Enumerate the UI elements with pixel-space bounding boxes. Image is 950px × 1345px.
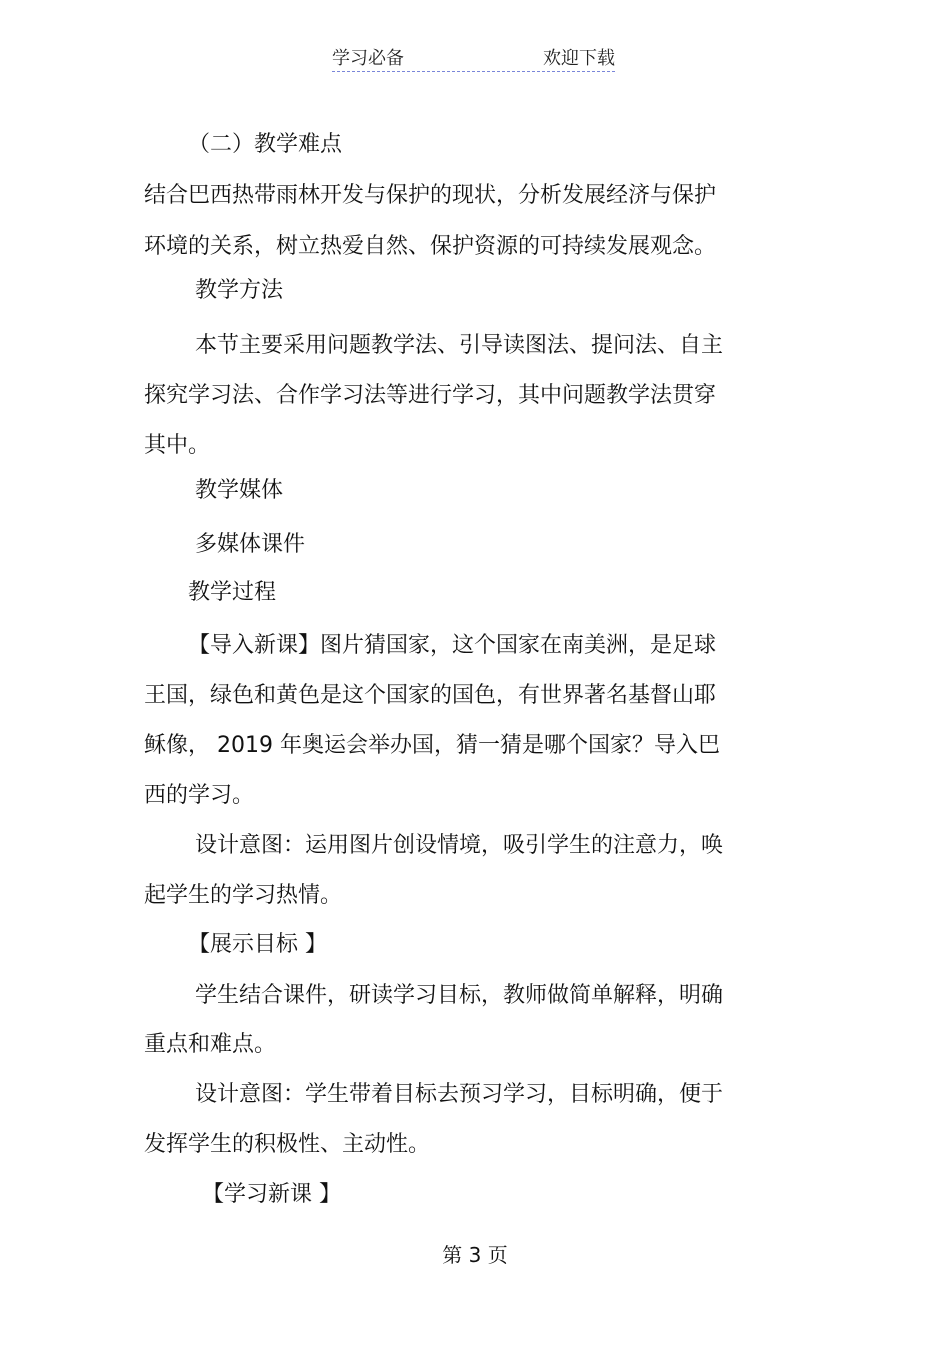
paragraph-line: 结合巴西热带雨林开发与保护的现状，分析发展经济与保护: [144, 183, 717, 208]
paragraph-line: 设计意图：学生带着目标去预习学习，目标明确，便于: [195, 1082, 724, 1107]
page-number: 第 3 页: [442, 1243, 508, 1267]
paragraph-line: 稣像， 2019 年奥运会举办国，猜一猜是哪个国家？导入巴: [144, 733, 720, 758]
header-dashed-rule: [332, 71, 615, 72]
paragraph-line: 环境的关系，树立热爱自然、保护资源的可持续发展观念。: [144, 234, 717, 259]
paragraph-line: 王国，绿色和黄色是这个国家的国色，有世界著名基督山耶: [144, 683, 717, 708]
paragraph-line: 设计意图：运用图片创设情境，吸引学生的注意力，唤: [195, 833, 724, 858]
paragraph-line: 多媒体课件: [195, 532, 306, 557]
paragraph-line: 西的学习。: [144, 783, 255, 808]
paragraph-line: 学生结合课件，研读学习目标，教师做简单解释，明确: [195, 983, 724, 1008]
paragraph-line: 起学生的学习热情。: [144, 883, 343, 908]
paragraph-line: 发挥学生的积极性、主动性。: [144, 1132, 431, 1157]
section-heading-new-lesson: 【学习新课 】: [202, 1182, 341, 1207]
paragraph-line: 【导入新课】图片猜国家，这个国家在南美洲，是足球: [188, 633, 717, 658]
section-heading-media: 教学媒体: [195, 478, 284, 503]
paragraph-line: 本节主要采用问题教学法、引导读图法、提问法、自主: [195, 333, 724, 358]
header-left-text: 学习必备: [332, 48, 404, 69]
paragraph-line: 探究学习法、合作学习法等进行学习，其中问题教学法贯穿: [144, 383, 717, 408]
paragraph-line: 重点和难点。: [144, 1032, 277, 1057]
section-heading-difficulty: （二）教学难点: [188, 132, 343, 157]
section-heading-methods: 教学方法: [195, 278, 284, 303]
section-heading-process: 教学过程: [188, 580, 277, 605]
section-heading-show-goals: 【展示目标 】: [188, 932, 327, 957]
header-right-text: 欢迎下载: [543, 48, 615, 69]
paragraph-line: 其中。: [144, 433, 211, 458]
